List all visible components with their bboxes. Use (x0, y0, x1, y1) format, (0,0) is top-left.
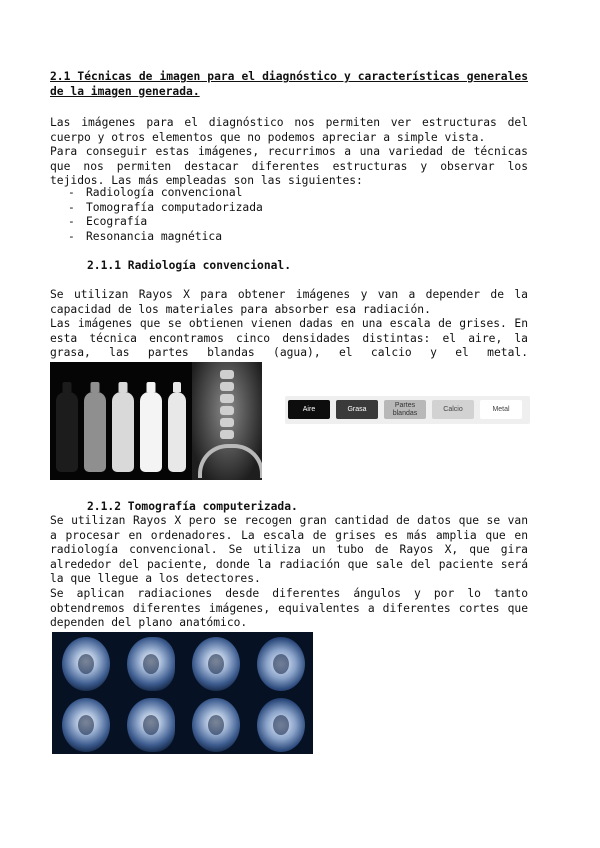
brain-slice-sagittal (119, 633, 183, 693)
text-line: alrededor del paciente, donde la radiación que sale del paciente será (50, 557, 528, 571)
text-line: tejidos. Las más empleadas son las siguientes: (50, 174, 363, 188)
text-line: Para conseguir estas imágenes, recurrimos a una variedad de técnicas (50, 145, 528, 158)
text-line: capacidad de los materiales para absorber esa radiación. (50, 302, 431, 316)
bottle-metal (168, 392, 186, 472)
text-line: Se aplican radiaciones desde diferentes ángulos y por lo tanto (50, 586, 528, 600)
text-line: que nos permiten destacar diferentes estructuras y observar los (50, 159, 528, 173)
bottle-air (56, 392, 78, 472)
radiology-paragraph (50, 288, 528, 361)
bottle-fat (84, 392, 106, 472)
list-item: - Tomografía computadorizada (68, 201, 263, 216)
text-line: a procesar en ordenadores. La escala de grises es más amplia que en (50, 528, 528, 542)
brain-slice-axial (249, 694, 313, 754)
xray-densities-image (50, 362, 262, 480)
text-line: obtendremos diferentes imágenes, equivalentes a diferentes cortes que (50, 601, 528, 615)
list-item: - Ecografía (68, 215, 263, 230)
text-line: grasa, las partes blandas (agua), el calcio y el metal. (50, 346, 528, 360)
xray-bottles-image (50, 362, 192, 480)
density-calcium: Calcio (432, 400, 474, 419)
ct-paragraph (50, 514, 528, 631)
heading-line: 2.1 Técnicas de imagen para el diagnóstico y características generales (50, 70, 528, 83)
density-air: Aire (288, 400, 330, 419)
text-line: esta técnica encontramos cinco densidades distintas: el aire, la (50, 331, 528, 345)
brain-slice-coronal (184, 694, 248, 754)
text-line: dependen del plano anatómico. (50, 616, 248, 630)
text-line: Las imágenes que se obtienen vienen dadas en una escala de grises. En (50, 317, 528, 331)
bottle-calcium (140, 392, 162, 472)
text-line: la que llegue a los detectores. (50, 572, 261, 586)
list-item: - Resonancia magnética (68, 230, 263, 245)
brain-slice-coronal (54, 694, 118, 754)
intro-paragraph-1 (50, 116, 528, 145)
list-item: - Radiología convencional (68, 186, 263, 201)
text-line: Las imágenes para el diagnóstico nos permiten ver estructuras del (50, 116, 528, 129)
section-heading (50, 70, 528, 99)
spine-radiograph-image (192, 362, 262, 480)
brain-slice-coronal (54, 633, 118, 693)
ct-slices-image (52, 632, 313, 754)
subheading-radiology: 2.1.1 Radiología convencional. (87, 259, 292, 272)
density-scale (285, 396, 530, 424)
subheading-ct: 2.1.2 Tomografía computerizada. (87, 500, 298, 513)
brain-slice-coronal (184, 633, 248, 693)
intro-paragraph-2 (50, 145, 528, 189)
techniques-list (68, 186, 263, 244)
text-line: cuerpo y otros elementos que no podemos apreciar a simple vista. (50, 130, 486, 144)
density-fat: Grasa (336, 400, 378, 419)
text-line: Se utilizan Rayos X pero se recogen gran cantidad de datos que se van (50, 514, 528, 527)
density-metal: Metal (480, 400, 522, 419)
heading-line: de la imagen generada. (50, 84, 200, 98)
text-line: radiología convencional. Se utiliza un tubo de Rayos X, que gira (50, 543, 528, 557)
text-line: Se utilizan Rayos X para obtener imágenes y van a depender de la (50, 288, 528, 301)
brain-slice-axial (249, 633, 313, 693)
density-soft-tissue: Partes blandas (384, 400, 426, 419)
bottle-water (112, 392, 134, 472)
brain-slice-sagittal (119, 694, 183, 754)
